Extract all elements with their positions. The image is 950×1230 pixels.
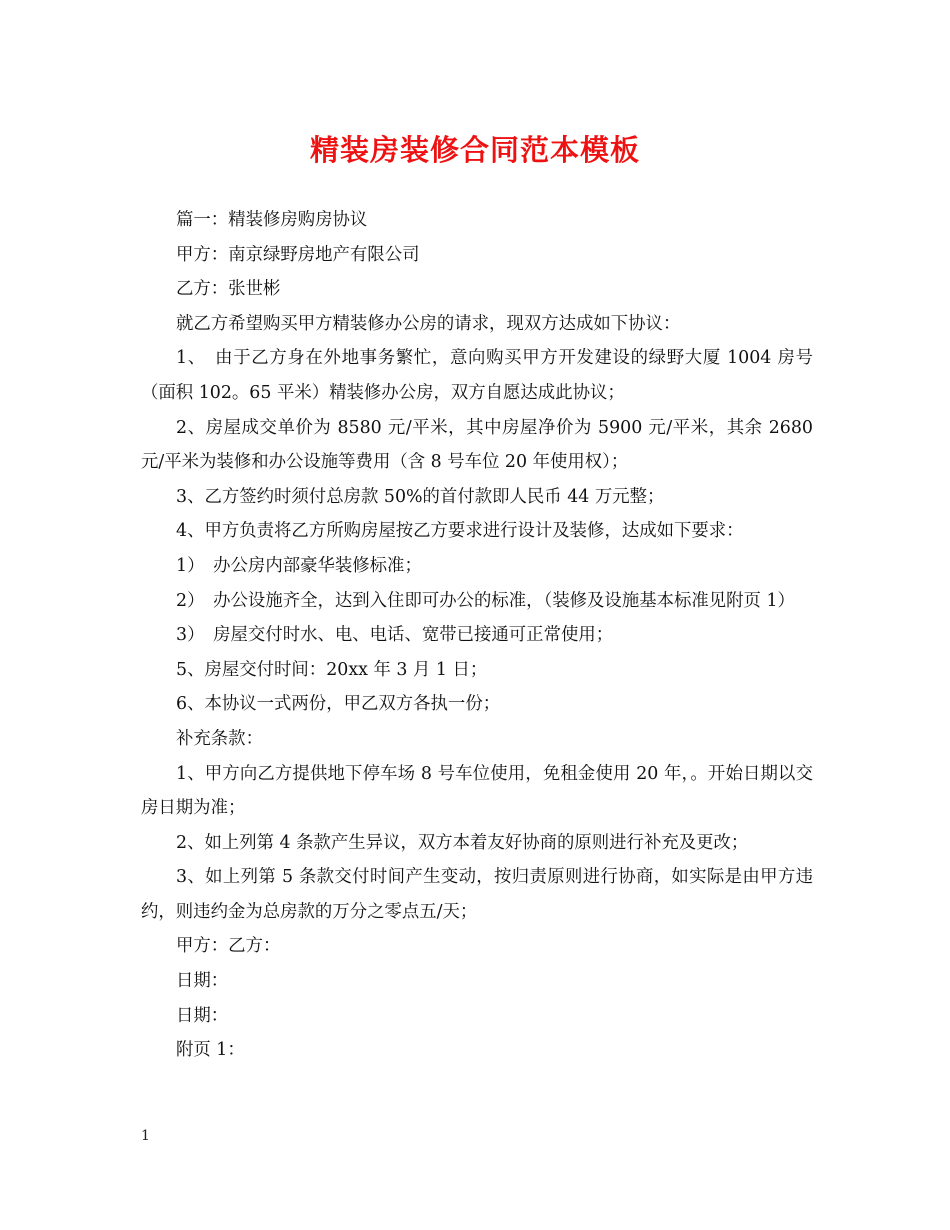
supplementary-clause-3: 3、如上列第 5 条款交付时间产生变动，按归责原则进行协商，如实际是由甲方违约，则违约金为总房款的万分之零点五/天； [141, 867, 813, 922]
date-line-a: 日期： [176, 971, 229, 992]
agreement-intro: 就乙方希望购买甲方精装修办公房的请求，现双方达成如下协议： [176, 313, 681, 334]
document-body [141, 203, 813, 1068]
clause-6: 6、本协议一式两份，甲乙双方各执一份； [176, 694, 501, 715]
page-number: 1 [141, 1128, 150, 1144]
supplementary-heading: 补充条款： [176, 728, 263, 749]
party-b: 乙方：张世彬 [176, 279, 281, 300]
section-heading: 篇一：精装修房购房协议 [176, 210, 368, 230]
supplementary-clause-2: 2、如上列第 4 条款产生异议，双方本着友好协商的原则进行补充及更改； [176, 832, 749, 853]
requirement-1: 1） 办公房内部豪华装修标准； [176, 555, 422, 576]
requirement-2: 2） 办公设施齐全，达到入住即可办公的标准，（装修及设施基本标准见附页 1） [176, 590, 795, 611]
clause-2: 2、房屋成交单价为 8580 元/平米，其中房屋净价为 5900 元/平米，其余 2680 元/平米为装修和办公设施等费用（含 8 号车位 20 年使用权）； [141, 417, 813, 473]
signature-parties: 甲方：乙方： [176, 936, 281, 957]
clause-3: 3、乙方签约时须付总房款 50%的首付款即人民币 44 万元整； [176, 486, 665, 507]
date-line-b: 日期： [176, 1005, 229, 1026]
supplementary-clause-1: 1、甲方向乙方提供地下停车场 8 号车位使用，免租金使用 20 年，。开始日期以交房日期为准； [141, 763, 813, 819]
clause-1: 1、 由于乙方身在外地事务繁忙，意向购买甲方开发建设的绿野大厦 1004 房号（面积 102。65 平米）精装修办公房，双方自愿达成此协议； [141, 348, 813, 403]
clause-5: 5、房屋交付时间：20xx 年 3 月 1 日； [176, 659, 488, 680]
party-a: 甲方：南京绿野房地产有限公司 [176, 244, 420, 265]
clause-4: 4、甲方负责将乙方所购房屋按乙方要求进行设计及装修，达成如下要求： [176, 521, 744, 542]
document-title: 精装房装修合同范本模板 [309, 133, 640, 167]
appendix-heading: 附页 1： [176, 1040, 245, 1061]
requirement-3: 3） 房屋交付时水、电、电话、宽带已接通可正常使用； [176, 625, 614, 646]
